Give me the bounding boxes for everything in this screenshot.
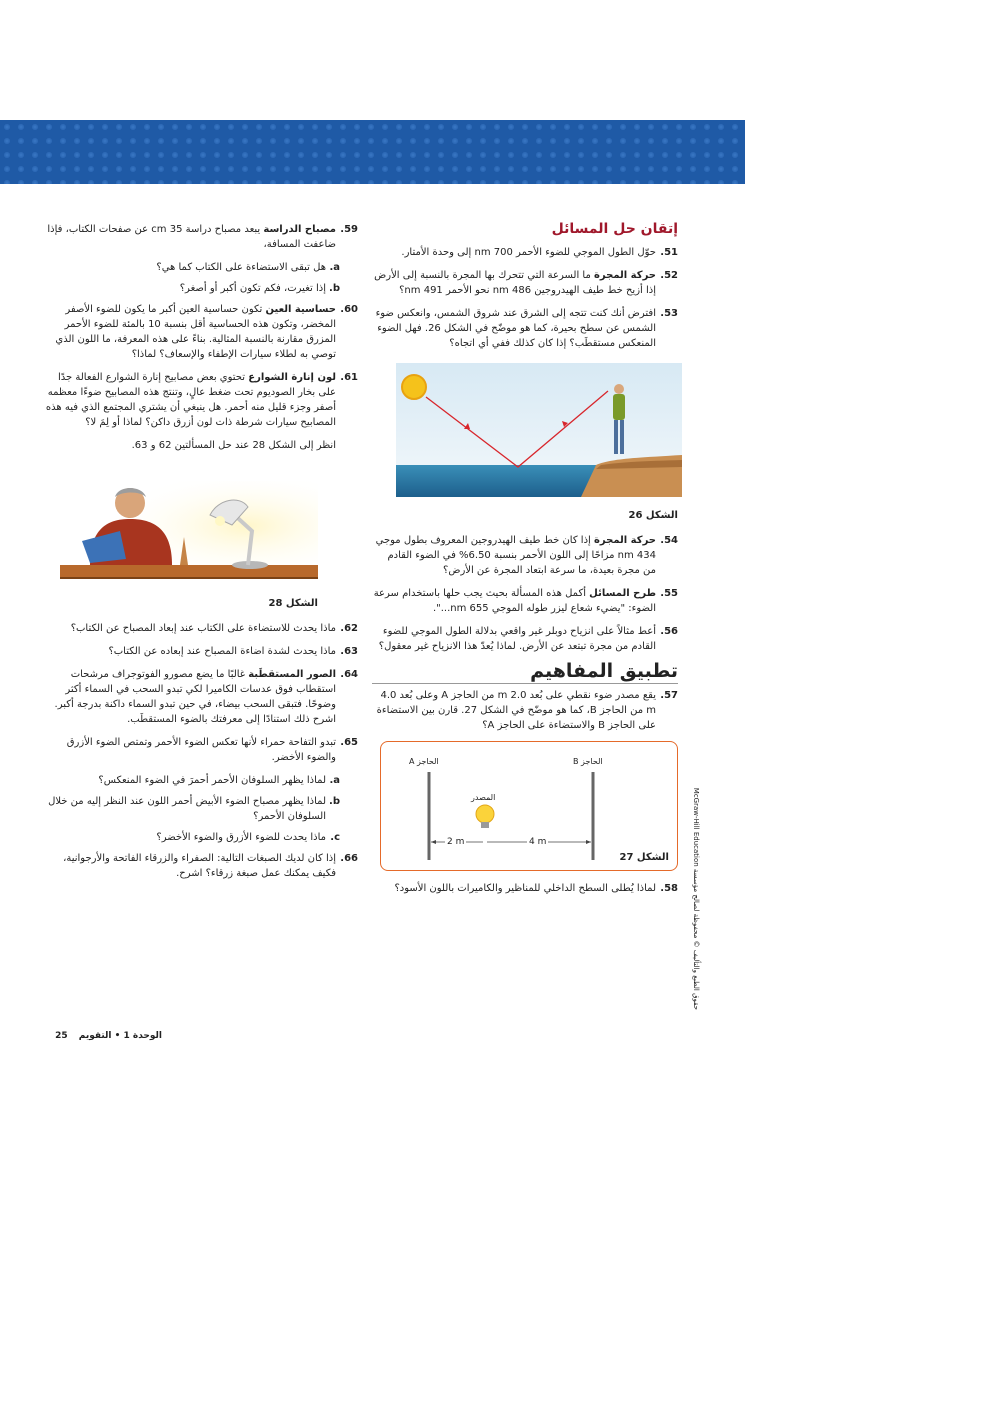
question-64: 64. الصور المستقطَبة غالبًا ما يضع مصورو الفوتوجراف مرشحات استقطاب فوق عدسات الكاميرا لكي تبدو السحب في السماء أكثر وضوحًا. فتبقى السحب بيضاء، في حين تبدو السماء داكنة بدرجة أكبر. اشرح ذلك استنادًا إلى معرفتك بالضوء المستقطَب.	[54, 669, 358, 725]
question-58: 58. لماذا يُطلى السطح الداخلي للمناظير والكاميرات باللون الأسود؟	[394, 883, 678, 894]
question-55: 55. طرح المسائل أكمل هذه المسألة بحيث يجب حلها باستخدام سرعة الضوء: "يضيء شعاع ليزر طوله الموجي 655 nm...".	[373, 588, 678, 614]
distance-a-label: 2 m	[445, 835, 466, 850]
figure-reference: انظر إلى الشكل 28 عند حل المسألتين 62 و 63.	[131, 440, 336, 451]
question-51: 51. حوّل الطول الموجي للضوء الأحمر 700 nm إلى وحدة الأمتار.	[401, 247, 678, 258]
question-59a: a. هل تبقى الاستضاءة على الكتاب كما هي؟	[156, 262, 340, 273]
figure-27-box	[380, 741, 678, 871]
sun-icon	[402, 375, 426, 399]
question-63: 63. ماذا يحدث لشدة اضاءة المصباح عند إبعاده عن الكتاب؟	[108, 646, 358, 657]
question-62: 62. ماذا يحدث للاستضاءة على الكتاب عند إبعاد المصباح عن الكتاب؟	[70, 623, 358, 634]
page-number: 25	[55, 1031, 68, 1041]
question-54: 54. حركة المجرة إذا كان خط طيف الهيدروجين المعروف بطول موجي 434 nm مزاحًا إلى اللون الأحمر بنسبة 6.50% في الضوء القادم من مجرة بعيدة، ما سرعة ابتعاد المجرة عن الأرض؟	[375, 535, 678, 576]
question-60: 60. حساسية العين تكون حساسية العين أكبر ما يكون للضوء الأصفر المخضر، وتكون هذه الحساسية أقل بنسبة 10 بالمئة للضوء الأحمر المزرق مقارنة بالنسبة المثالية. بناءً على هذه المعرفة، ما اللون الذي توصي به لطلاء سيارات الإطفاء والإسعاف؟ لماذا؟	[55, 304, 358, 360]
light-bulb-icon	[476, 805, 494, 828]
question-52: 52. حركة المجرة ما السرعة التي تتحرك بها المجرة بالنسبة إلى الأرض إذا أزيح خط طيف الهيدروجين 486 nm نحو الأحمر 491 nm؟	[374, 270, 678, 296]
figure-28-reading-man	[60, 481, 318, 581]
question-53: 53. افترض أنك كنت تتجه إلى الشرق عند شروق الشمس، وانعكس ضوء الشمس عن سطح بحيرة، كما هو موضّح في الشكل 26. فهل الضوء المنعكس مستقطَب؟ إذا كان كذلك ففي أي اتجاه؟	[375, 308, 678, 349]
screen-b-label: الحاجز B	[573, 757, 603, 766]
page-footer	[52, 1031, 162, 1041]
question-57: 57. يقع مصدر ضوء نقطي على بُعد 2.0 m من الحاجز A وعلى بُعد 4.0 m من الحاجز B، كما هو موضّح في الشكل 27. قارن بين الاستضاءة على الحاجز B والاستضاءة على الحاجز A؟	[376, 690, 678, 731]
header-banner	[0, 120, 745, 184]
question-65b: b. لماذا يظهر مصباح الضوء الأبيض أحمر اللون عند النظر إليه من خلال السلوفان الأحمر؟	[48, 796, 340, 822]
source-label: المصدر	[471, 793, 496, 802]
figure-27-caption: الشكل 27	[619, 852, 669, 863]
distance-b-label: 4 m	[527, 835, 548, 850]
question-65c: c. ماذا يحدث للضوء الأزرق والضوء الأخضر؟	[156, 832, 340, 843]
question-56: 56. أعط مثالاً على انزياح دوبلر غير واقعي بدلالة الطول الموجي للضوء القادم من مجرة تبتعد عن الأرض. لماذا يُعدّ هذا الانزياح غير معقول؟	[378, 626, 678, 652]
question-59: 59. مصباح الدراسة يبعد مصباح دراسة 35 cm عن صفحات الكتاب، فإذا ضاعفت المسافة،	[47, 224, 358, 250]
left-column	[40, 222, 358, 889]
question-65a: a. لماذا يظهر السلوفان الأحمر أحمرَ في الضوء المنعكس؟	[98, 775, 340, 786]
screen-a-label: الحاجز A	[409, 757, 439, 766]
question-59b: b. إذا تغيرت، فكم تكون أكبر أو أصغر؟	[179, 283, 340, 294]
question-61: 61. لون إنارة الشوارع تحتوي بعض مصابيح إنارة الشوارع الفعالة جدًا على بخار الصوديوم تحت ضغط عالٍ، وتنتج هذه المصابيح ضوءًا معظمه أصفر وجزء قليل منه أحمر. هل ينبغي أن يشتري المجتمع الذي فيه هذه المصابيح سيارات شرطة ذات لون أزرق داكن؟ لماذا أو لِمَ لا؟	[45, 372, 358, 428]
figure-26-caption: الشكل 26	[628, 510, 678, 521]
question-65: 65. تبدو التفاحة حمراء لأنها تعكس الضوء الأحمر وتمتص الضوء الأزرق والضوء الأخضر.	[66, 737, 358, 763]
figure-26-lake-reflection	[396, 363, 682, 497]
figure-28-caption: الشكل 28	[268, 598, 318, 609]
footer-unit: الوحدة 1 • التقويم	[78, 1031, 162, 1041]
copyright-side-note: حقوق الطبع والتأليف © محفوظة لصالح مؤسسة McGraw-Hill Education	[692, 787, 700, 1010]
right-column	[372, 222, 678, 904]
section-heading: إتقان حل المسائل	[551, 221, 678, 237]
question-66: 66. إذا كان لديك الصبغات التالية: الصفراء والزرقاء الفاتحة والأرجوانية، فكيف يمكنك عمل صبغة زرقاء؟ اشرح.	[63, 853, 358, 879]
section-heading-apply: تطبيق المفاهيم	[372, 664, 678, 684]
